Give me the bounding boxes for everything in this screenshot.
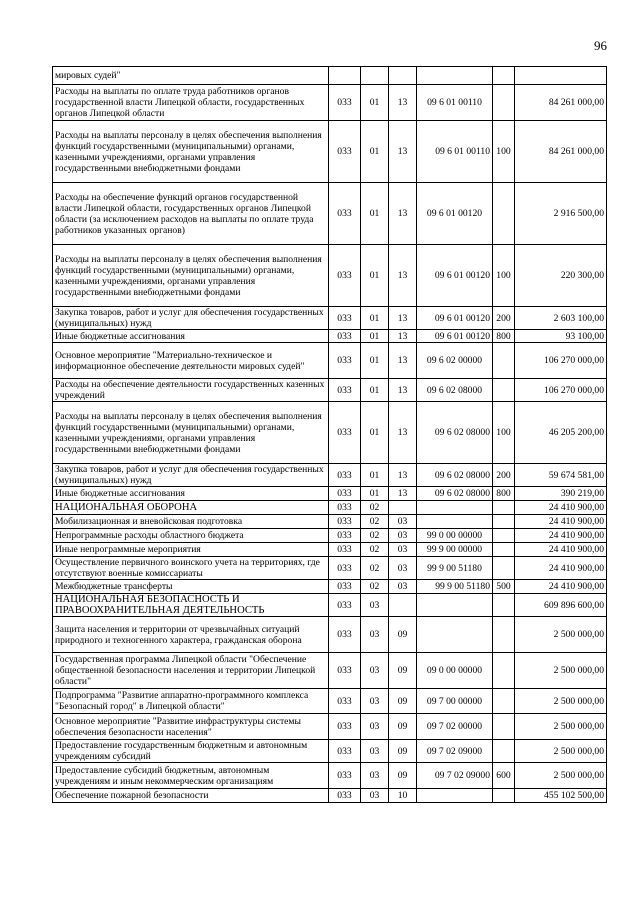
row-code: 033 (329, 515, 361, 529)
row-target: 09 6 01 00120 (417, 245, 493, 307)
row-exp-type (493, 714, 515, 740)
row-sum: 609 896 600,00 (515, 594, 607, 617)
row-target: 09 6 02 08000 (417, 464, 493, 487)
row-exp-type: 100 (493, 245, 515, 307)
row-sum: 24 410 900,00 (515, 543, 607, 557)
row-code: 033 (329, 543, 361, 557)
row-section: 03 (361, 689, 389, 714)
row-target (417, 515, 493, 529)
row-sum: 24 410 900,00 (515, 580, 607, 594)
row-sum: 93 100,00 (515, 330, 607, 343)
row-name: Непрограммные расходы областного бюджета (53, 529, 329, 543)
row-code: 033 (329, 617, 361, 653)
table-row (53, 557, 607, 580)
row-section: 01 (361, 85, 389, 121)
row-sum: 455 102 500,00 (515, 789, 607, 803)
row-sum: 59 674 581,00 (515, 464, 607, 487)
row-code: 033 (329, 653, 361, 689)
row-name: Закупка товаров, работ и услуг для обеспечения государственных (муниципальных) нужд (53, 464, 329, 487)
row-name: Осуществление первичного воинского учета на территориях, где отсутствуют военные комиссариаты (53, 557, 329, 580)
row-section: 01 (361, 402, 389, 464)
table-row (53, 402, 607, 464)
row-subsection: 10 (389, 789, 417, 803)
row-code: 033 (329, 740, 361, 763)
row-section: 02 (361, 543, 389, 557)
row-subsection: 03 (389, 529, 417, 543)
row-code: 033 (329, 789, 361, 803)
row-section: 01 (361, 487, 389, 501)
table-row (53, 245, 607, 307)
row-name: Подпрограмма "Развитие аппаратно-программного комплекса "Безопасный город" в Липецкой области" (53, 689, 329, 714)
row-section: 01 (361, 307, 389, 330)
row-name: Предоставление субсидий бюджетным, автономным учреждениям и иным некоммерческим организациям (53, 763, 329, 789)
row-code: 033 (329, 594, 361, 617)
table-row (53, 740, 607, 763)
row-sum: 2 500 000,00 (515, 714, 607, 740)
row-code: 033 (329, 307, 361, 330)
row-section: 03 (361, 714, 389, 740)
row-exp-type (493, 740, 515, 763)
row-target: 09 6 02 08000 (417, 402, 493, 464)
row-name: Расходы на выплаты персоналу в целях обеспечения выполнения функций государственными (муниципальными) органами, казенными учреждениями, органами управления государственными внебюджетными фондами (53, 245, 329, 307)
row-target (417, 501, 493, 515)
row-exp-type (493, 529, 515, 543)
row-sum: 2 500 000,00 (515, 653, 607, 689)
row-code: 033 (329, 245, 361, 307)
row-sum: 24 410 900,00 (515, 529, 607, 543)
row-section: 02 (361, 501, 389, 515)
row-target: 99 9 00 51180 (417, 557, 493, 580)
row-section: 03 (361, 740, 389, 763)
row-subsection: 13 (389, 487, 417, 501)
row-name: Межбюджетные трансферты (53, 580, 329, 594)
row-exp-type: 800 (493, 330, 515, 343)
row-subsection: 13 (389, 183, 417, 245)
row-section: 01 (361, 464, 389, 487)
row-code: 033 (329, 121, 361, 183)
row-exp-type (493, 343, 515, 379)
row-code: 033 (329, 379, 361, 402)
row-code: 033 (329, 402, 361, 464)
row-exp-type: 500 (493, 580, 515, 594)
row-subsection: 09 (389, 617, 417, 653)
row-subsection: 13 (389, 307, 417, 330)
row-section: 02 (361, 557, 389, 580)
row-subsection: 13 (389, 121, 417, 183)
row-exp-type: 800 (493, 487, 515, 501)
row-name: Иные бюджетные ассигнования (53, 487, 329, 501)
row-target: 09 7 02 09000 (417, 763, 493, 789)
row-exp-type (493, 85, 515, 121)
budget-table (52, 66, 607, 803)
row-exp-type (493, 617, 515, 653)
row-section: 01 (361, 330, 389, 343)
row-target: 09 6 01 00120 (417, 330, 493, 343)
table-row (53, 379, 607, 402)
row-target (417, 789, 493, 803)
row-name: НАЦИОНАЛЬНАЯ ОБОРОНА (53, 501, 329, 515)
row-subsection: 13 (389, 330, 417, 343)
row-exp-type (493, 543, 515, 557)
table-row (53, 529, 607, 543)
row-name: Расходы на выплаты персоналу в целях обеспечения выполнения функций государственными (муниципальными) органами, казенными учреждениями, органами управления государственными внебюджетными фондами (53, 402, 329, 464)
row-target (417, 617, 493, 653)
row-exp-type: 100 (493, 402, 515, 464)
table-row (53, 714, 607, 740)
row-target (417, 594, 493, 617)
row-name: Предоставление государственным бюджетным и автономным учреждениям субсидий (53, 740, 329, 763)
row-sum: 2 500 000,00 (515, 740, 607, 763)
table-row (53, 580, 607, 594)
table-row (53, 85, 607, 121)
row-exp-type (493, 594, 515, 617)
table-row (53, 501, 607, 515)
row-target: 09 7 00 00000 (417, 689, 493, 714)
row-exp-type: 200 (493, 464, 515, 487)
table-row (53, 617, 607, 653)
row-code: 033 (329, 487, 361, 501)
table-row (53, 307, 607, 330)
row-exp-type: 200 (493, 307, 515, 330)
row-code: 033 (329, 343, 361, 379)
row-exp-type (493, 501, 515, 515)
table-row (53, 343, 607, 379)
row-subsection: 13 (389, 85, 417, 121)
row-subsection (389, 594, 417, 617)
table-row (53, 183, 607, 245)
row-name: Мобилизационная и вневойсковая подготовка (53, 515, 329, 529)
row-subsection: 09 (389, 689, 417, 714)
row-section: 02 (361, 529, 389, 543)
row-subsection: 09 (389, 714, 417, 740)
row-subsection: 03 (389, 515, 417, 529)
row-sum: 46 205 200,00 (515, 402, 607, 464)
row-target: 99 9 00 51180 (417, 580, 493, 594)
row-subsection: 03 (389, 580, 417, 594)
row-sum: 2 500 000,00 (515, 763, 607, 789)
row-name: Государственная программа Липецкой области "Обеспечение общественной безопасности населения и территории Липецкой области" (53, 653, 329, 689)
table-row (53, 121, 607, 183)
row-target: 09 6 02 08000 (417, 379, 493, 402)
row-target: 09 6 02 08000 (417, 487, 493, 501)
row-exp-type (493, 789, 515, 803)
row-target: 09 0 00 00000 (417, 653, 493, 689)
row-sum: 24 410 900,00 (515, 557, 607, 580)
row-section: 03 (361, 594, 389, 617)
row-target: 09 7 02 00000 (417, 714, 493, 740)
row-code: 033 (329, 580, 361, 594)
table-row (53, 67, 607, 85)
table-row (53, 763, 607, 789)
row-target: 09 6 01 00120 (417, 183, 493, 245)
row-subsection: 03 (389, 543, 417, 557)
row-exp-type (493, 689, 515, 714)
row-code: 033 (329, 85, 361, 121)
row-sum: 2 500 000,00 (515, 689, 607, 714)
row-exp-type (493, 653, 515, 689)
row-subsection: 03 (389, 557, 417, 580)
row-section: 01 (361, 379, 389, 402)
row-code (329, 67, 361, 85)
row-name: Расходы на обеспечение функций органов государственной власти Липецкой области, государственных органов Липецкой области (за исключением расходов на выплаты по оплате труда работников указанных органов) (53, 183, 329, 245)
row-section: 01 (361, 245, 389, 307)
row-sum: 220 300,00 (515, 245, 607, 307)
row-exp-type: 600 (493, 763, 515, 789)
table-row (53, 515, 607, 529)
row-name: мировых судей" (53, 67, 329, 85)
row-code: 033 (329, 714, 361, 740)
table-row (53, 689, 607, 714)
row-subsection (389, 67, 417, 85)
row-code: 033 (329, 330, 361, 343)
row-name: Обеспечение пожарной безопасности (53, 789, 329, 803)
row-code: 033 (329, 501, 361, 515)
table-row (53, 653, 607, 689)
row-section: 01 (361, 183, 389, 245)
row-section: 01 (361, 343, 389, 379)
row-subsection: 13 (389, 464, 417, 487)
table-row (53, 594, 607, 617)
row-sum: 24 410 900,00 (515, 501, 607, 515)
row-sum: 390 219,00 (515, 487, 607, 501)
row-exp-type (493, 557, 515, 580)
row-target (417, 67, 493, 85)
row-name: Защита населения и территории от чрезвычайных ситуаций природного и техногенного характера, гражданская оборона (53, 617, 329, 653)
row-exp-type: 100 (493, 121, 515, 183)
row-section: 02 (361, 515, 389, 529)
row-code: 033 (329, 557, 361, 580)
row-section: 03 (361, 789, 389, 803)
row-name: Расходы на выплаты персоналу в целях обеспечения выполнения функций государственными (муниципальными) органами, казенными учреждениями, органами управления государственными внебюджетными фондами (53, 121, 329, 183)
row-sum: 84 261 000,00 (515, 85, 607, 121)
row-exp-type (493, 67, 515, 85)
row-target: 99 0 00 00000 (417, 529, 493, 543)
row-target: 99 9 00 00000 (417, 543, 493, 557)
row-name: Основное мероприятие "Развитие инфраструктуры системы обеспечения безопасности населения" (53, 714, 329, 740)
row-section (361, 67, 389, 85)
row-exp-type (493, 379, 515, 402)
row-subsection: 09 (389, 653, 417, 689)
row-target: 09 6 02 00000 (417, 343, 493, 379)
row-subsection: 13 (389, 245, 417, 307)
row-sum: 106 270 000,00 (515, 343, 607, 379)
table-row (53, 487, 607, 501)
row-section: 03 (361, 653, 389, 689)
row-sum (515, 67, 607, 85)
row-target: 09 6 01 00110 (417, 121, 493, 183)
row-subsection: 13 (389, 379, 417, 402)
row-subsection: 13 (389, 343, 417, 379)
table-row (53, 543, 607, 557)
row-section: 03 (361, 763, 389, 789)
row-sum: 2 916 500,00 (515, 183, 607, 245)
row-target: 09 6 01 00110 (417, 85, 493, 121)
row-code: 033 (329, 464, 361, 487)
row-exp-type (493, 183, 515, 245)
row-code: 033 (329, 183, 361, 245)
row-subsection (389, 501, 417, 515)
row-code: 033 (329, 529, 361, 543)
row-subsection: 09 (389, 740, 417, 763)
row-code: 033 (329, 763, 361, 789)
page-number: 96 (594, 38, 607, 53)
row-name: Основное мероприятие "Материально-техническое и информационное обеспечение деятельности мировых судей" (53, 343, 329, 379)
row-target: 09 7 02 09000 (417, 740, 493, 763)
row-name: Иные непрограммные мероприятия (53, 543, 329, 557)
row-sum: 2 500 000,00 (515, 617, 607, 653)
row-sum: 24 410 900,00 (515, 515, 607, 529)
row-section: 03 (361, 617, 389, 653)
row-name: Расходы на обеспечение деятельности государственных казенных учреждений (53, 379, 329, 402)
table-row (53, 464, 607, 487)
row-name: Иные бюджетные ассигнования (53, 330, 329, 343)
row-section: 01 (361, 121, 389, 183)
row-name: Закупка товаров, работ и услуг для обеспечения государственных (муниципальных) нужд (53, 307, 329, 330)
row-sum: 84 261 000,00 (515, 121, 607, 183)
row-code: 033 (329, 689, 361, 714)
row-exp-type (493, 515, 515, 529)
row-sum: 2 603 100,00 (515, 307, 607, 330)
table-row (53, 789, 607, 803)
row-section: 02 (361, 580, 389, 594)
row-name: НАЦИОНАЛЬНАЯ БЕЗОПАСНОСТЬ И ПРАВООХРАНИТЕЛЬНАЯ ДЕЯТЕЛЬНОСТЬ (53, 594, 329, 617)
row-subsection: 09 (389, 763, 417, 789)
row-subsection: 13 (389, 402, 417, 464)
row-name: Расходы на выплаты по оплате труда работников органов государственной власти Липецкой области, государственных органов Липецкой области (53, 85, 329, 121)
row-sum: 106 270 000,00 (515, 379, 607, 402)
row-target: 09 6 01 00120 (417, 307, 493, 330)
table-row (53, 330, 607, 343)
